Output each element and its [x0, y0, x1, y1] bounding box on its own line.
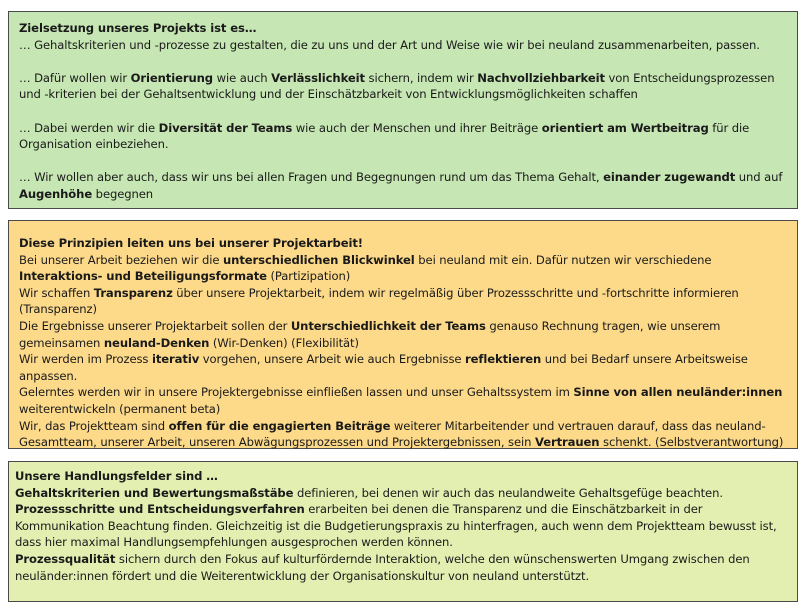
fields-box [8, 461, 798, 602]
principle-transparency: Wir schaffen Transparenz über unsere Projektarbeit, indem wir regelmäßig über Prozessschritte und -fortschritte informieren (Transparenz) [19, 285, 739, 317]
principles-heading: Diese Prinzipien leiten uns bei unserer Projektarbeit! [19, 236, 363, 250]
goals-paragraph-1: … Gehaltskriterien und -prozesse zu gestalten, die zu uns und der Art und Weise wie wir bei neuland zusammenarbeiten, passen. [19, 37, 760, 52]
principle-permanent-beta: Gelerntes werden wir in unsere Projektergebnisse einfließen lassen und unser Gehaltssystem im Sinne von allen neuländer:innen weiterentwickeln (permanent beta) [19, 385, 783, 416]
principle-flexibility: Die Ergebnisse unserer Projektarbeit sollen der Unterschiedlichkeit der Teams genauso Rechnung tragen, wie unserem gemeinsamen neuland-Denken (Wir-Denken) (Flexibilität) [19, 318, 721, 350]
principle-participation: Bei unserer Arbeit beziehen wir die unterschiedlichen Blickwinkel bei neuland mit ein. Dafür nutzen wir verschiedene Interaktions- und Beteiligungsformate (Partizipation) [19, 252, 712, 284]
principle-iterative: Wir werden im Prozess iterativ vorgehen, unsere Arbeit wie auch Ergebnisse reflektieren und bei Bedarf unsere Arbeitsweise anpassen. [19, 352, 748, 383]
goals-box [8, 11, 798, 209]
principles-box [8, 220, 798, 449]
fields-heading: Unsere Handlungsfelder sind … [15, 469, 218, 483]
field-criteria: Gehaltskriterien und Bewertungsmaßstäbe definieren, bei denen wir auch das neulandweite Gehaltsgefüge beachten. [15, 485, 723, 500]
goals-paragraph-3: … Dabei werden wir die Diversität der Teams wie auch der Menschen und ihrer Beiträge orientiert am Wertbeitrag für die Organisation einbeziehen. [19, 120, 750, 152]
goals-paragraph-2: … Dafür wollen wir Orientierung wie auch Verlässlichkeit sichern, indem wir Nachvollziehbarkeit von Entscheidungsprozessen und -kriterien bei der Gehaltsentwicklung und der Einschätzbarkeit von Entwicklungsmöglichkeiten schaffen [19, 70, 775, 102]
principle-self-responsibility: Wir, das Projektteam sind offen für die engagierten Beiträge weiterer Mitarbeitender und vertrauen darauf, dass das neuland-Gesamtteam, unserer Arbeit, unseren Abwägungsprozessen und Projektergebnissen, sein Vertrauen schenkt. (Selbstverantwortung) [19, 418, 784, 450]
field-process-quality: Prozessqualität sichern durch den Fokus auf kulturfördernde Interaktion, welche den wünschenswerten Umgang zwischen den neuländer:innen fördert und die Weiterentwicklung der Organisationskultur von neuland unterstützt. [15, 551, 750, 583]
field-process-steps: Prozessschritte und Entscheidungsverfahren erarbeiten bei denen die Transparenz und die Einschätzbarkeit in der Kommunikation Beachtung finden. Gleichzeitig ist die Budgetierungspraxis zu hinterfragen, auch wenn dem Projektteam bewusst ist, dass hier maximal Handlungsempfehlungen ausgesprochen werden können. [15, 502, 777, 550]
goals-paragraph-4: … Wir wollen aber auch, dass wir uns bei allen Fragen und Begegnungen rund um das Thema Gehalt, einander zugewandt und auf Augenhöhe begegnen [19, 170, 783, 201]
goals-heading: Zielsetzung unseres Projekts ist es… [19, 21, 257, 35]
